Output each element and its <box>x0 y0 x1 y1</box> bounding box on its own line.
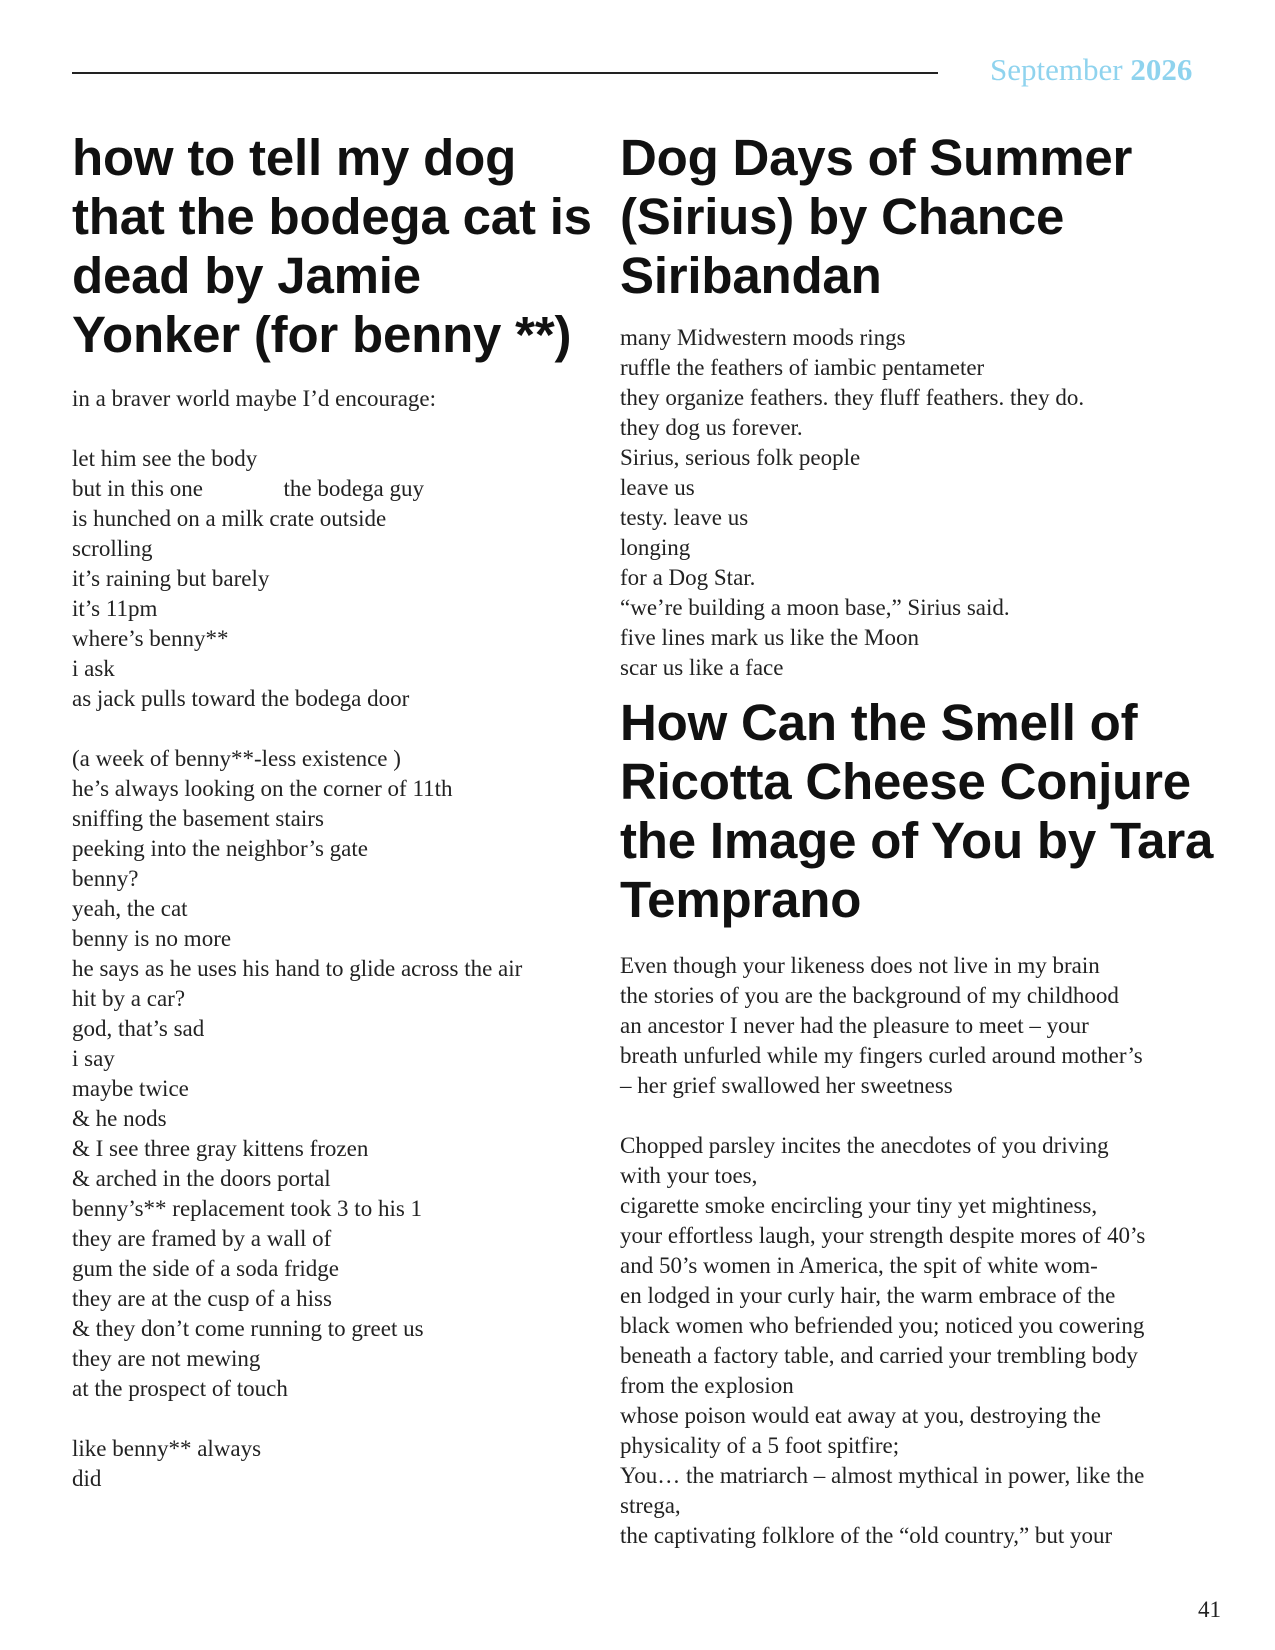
poem-line: he’s always looking on the corner of 11th <box>72 776 453 801</box>
poem-line: You… the matriarch – almost mythical in power, like the <box>620 1463 1145 1488</box>
stanza-break <box>72 714 592 744</box>
issue-date <box>990 52 1192 88</box>
page-number: 41 <box>1198 1597 1221 1622</box>
poem-line: an ancestor I never had the pleasure to meet – your <box>620 1013 1089 1038</box>
poem-line: they organize feathers. they fluff feathers. they do. <box>620 385 1085 410</box>
poem-line: – her grief swallowed her sweetness <box>620 1073 953 1098</box>
poem-line: is hunched on a milk crate outside <box>72 506 387 531</box>
poem-line: & arched in the doors portal <box>72 1166 331 1191</box>
left-column <box>72 128 592 1494</box>
poem-line: leave us <box>620 475 695 500</box>
poem-line: they are not mewing <box>72 1346 261 1371</box>
poem-line: “we’re building a moon base,” Sirius said. <box>620 595 1010 620</box>
poem-title: how to tell my dog that the bodega cat is dead by Jamie Yonker (for benny **) <box>72 129 592 363</box>
right-column <box>620 128 1220 1551</box>
poem-line: peeking into the neighbor’s gate <box>72 836 368 861</box>
poem-line: from the explosion <box>620 1373 794 1398</box>
poem-line: five lines mark us like the Moon <box>620 625 919 650</box>
poem-line: many Midwestern moods rings <box>620 325 906 350</box>
issue-year: 2026 <box>1130 52 1193 87</box>
poem-line: ruffle the feathers of iambic pentameter <box>620 355 985 380</box>
poem-line: and 50’s women in America, the spit of white wom- <box>620 1253 1098 1278</box>
poem-line: yeah, the cat <box>72 896 188 921</box>
poem-body <box>620 951 1220 1551</box>
poem-line: let him see the body <box>72 446 258 471</box>
stanza-break <box>72 414 592 444</box>
poem-line: but in this one the bodega guy <box>72 476 424 501</box>
poem-line: cigarette smoke encircling your tiny yet mightiness, <box>620 1193 1098 1218</box>
poem-line: scar us like a face <box>620 655 784 680</box>
header-rule <box>72 72 938 74</box>
poem-line: longing <box>620 535 691 560</box>
poem-line: benny? <box>72 866 139 891</box>
poem-line: & they don’t come running to greet us <box>72 1316 424 1341</box>
poem-line: like benny** always <box>72 1436 262 1461</box>
poem-line: beneath a factory table, and carried your trembling body <box>620 1343 1138 1368</box>
poem-line: scrolling <box>72 536 153 561</box>
poem-line: (a week of benny**-less existence ) <box>72 746 401 771</box>
poem-line: & I see three gray kittens frozen <box>72 1136 369 1161</box>
poem-line: breath unfurled while my fingers curled around mother’s <box>620 1043 1143 1068</box>
poem-line: whose poison would eat away at you, destroying the <box>620 1403 1101 1428</box>
poem-line: it’s 11pm <box>72 596 158 621</box>
poem-line: in a braver world maybe I’d encourage: <box>72 386 437 411</box>
poem-line: the captivating folklore of the “old country,” but your <box>620 1523 1113 1548</box>
issue-month: September <box>990 52 1123 87</box>
poem-body <box>620 323 1220 683</box>
poem-line: he says as he uses his hand to glide across the air <box>72 956 523 981</box>
poem-line: physicality of a 5 foot spitfire; <box>620 1433 900 1458</box>
poem-line: benny is no more <box>72 926 232 951</box>
poem-line: for a Dog Star. <box>620 565 756 590</box>
poem-line: where’s benny** <box>72 626 229 651</box>
poem-line: they are at the cusp of a hiss <box>72 1286 332 1311</box>
poem-line: sniffing the basement stairs <box>72 806 324 831</box>
poem-line: it’s raining but barely <box>72 566 270 591</box>
poem-line: Chopped parsley incites the anecdotes of you driving <box>620 1133 1109 1158</box>
poem-line: gum the side of a soda fridge <box>72 1256 339 1281</box>
poem-line: strega, <box>620 1493 681 1518</box>
poem-line: at the prospect of touch <box>72 1376 288 1401</box>
poem-line: god, that’s sad <box>72 1016 205 1041</box>
poem-line: hit by a car? <box>72 986 186 1011</box>
poem-line: testy. leave us <box>620 505 749 530</box>
poem-line: with your toes, <box>620 1163 758 1188</box>
poem-line: they are framed by a wall of <box>72 1226 332 1251</box>
stanza-break <box>620 1101 1220 1131</box>
poem-line: the stories of you are the background of my childhood <box>620 983 1119 1008</box>
poem-body <box>72 384 592 1494</box>
poem-line: black women who befriended you; noticed you cowering <box>620 1313 1145 1338</box>
poem-line: benny’s** replacement took 3 to his 1 <box>72 1196 423 1221</box>
poem-line: Sirius, serious folk people <box>620 445 861 470</box>
poem-line: as jack pulls toward the bodega door <box>72 686 410 711</box>
poem-title: How Can the Smell of Ricotta Cheese Conjure the Image of You by Tara Temprano <box>620 694 1214 928</box>
poem-line: i ask <box>72 656 115 681</box>
stanza-break <box>72 1404 592 1434</box>
poem-line: did <box>72 1466 102 1491</box>
poem-line: & he nods <box>72 1106 167 1131</box>
poem-line: en lodged in your curly hair, the warm embrace of the <box>620 1283 1116 1308</box>
poem-line: your effortless laugh, your strength despite mores of 40’s <box>620 1223 1146 1248</box>
poem-title: Dog Days of Summer (Sirius) by Chance Siribandan <box>620 129 1133 304</box>
poem-line: they dog us forever. <box>620 415 803 440</box>
poem-line: i say <box>72 1046 115 1071</box>
poem-line: maybe twice <box>72 1076 189 1101</box>
poem-line: Even though your likeness does not live in my brain <box>620 953 1100 978</box>
